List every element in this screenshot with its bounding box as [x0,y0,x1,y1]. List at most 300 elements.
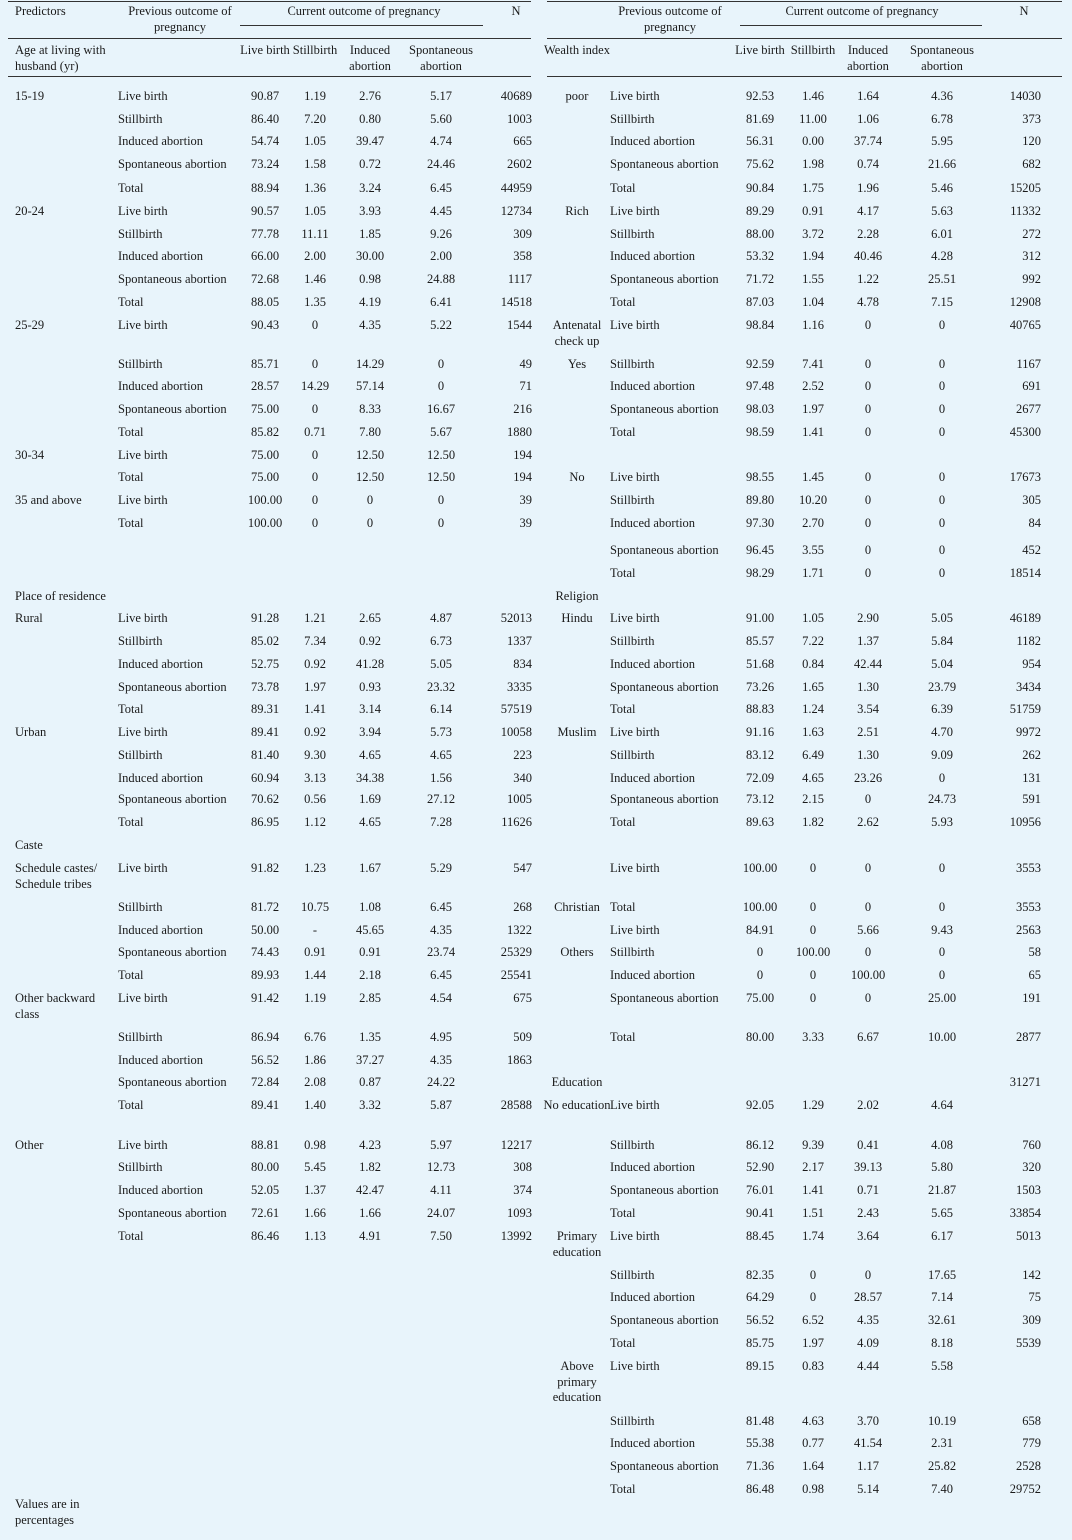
right-value-cell: 0 [864,1268,872,1282]
right-value-cell: 0 [864,379,872,393]
left-value-cell: 89.41 [250,1098,280,1112]
right-n-cell: 15205 [1009,181,1041,195]
right-value-cell: 0.41 [857,1138,879,1152]
left-value-cell: 24.88 [426,272,456,286]
right-n-cell: 14030 [1009,89,1041,103]
right-value-cell: 7.14 [931,1290,953,1304]
right-prev-outcome-cell: Spontaneous abortion [610,792,719,806]
left-value-cell: 7.28 [430,815,452,829]
left-value-cell: 5.17 [430,89,452,103]
right-value-cell: 0 [809,861,817,875]
right-value-cell: 1.64 [802,1459,824,1473]
right-value-cell: 5.05 [931,611,953,625]
right-value-cell: 10.19 [927,1414,957,1428]
right-value-cell: 0 [864,900,872,914]
right-value-cell: 88.45 [745,1229,775,1243]
right-value-cell: 0 [938,771,946,785]
left-n-cell: 1005 [507,792,532,806]
left-prev-outcome-cell: Stillbirth [118,900,163,914]
right-prev-outcome-cell: Induced abortion [610,1290,696,1304]
right-value-cell: 97.30 [745,516,775,530]
left-value-cell: 50.00 [250,923,280,937]
right-value-cell: 10.20 [798,493,828,507]
right-prev-outcome-cell: Induced abortion [610,771,696,785]
right-value-cell: 6.52 [802,1313,824,1327]
right-value-cell: 0 [938,402,946,416]
left-value-cell: 1.58 [304,157,326,171]
left-value-cell: 4.35 [359,318,381,332]
right-value-cell: 0 [864,991,872,1005]
left-value-cell: 2.18 [359,968,381,982]
right-value-cell: 0 [864,516,872,530]
left-n-cell: 40689 [500,89,532,103]
left-value-cell: 0 [437,357,445,371]
left-value-cell: 75.00 [250,402,280,416]
left-value-cell: 3.32 [359,1098,381,1112]
right-prev-outcome-cell: Total [610,181,636,195]
left-n-cell: 12734 [500,204,532,218]
left-value-cell: 12.50 [355,470,385,484]
right-prev-outcome-cell: Induced abortion [610,968,696,982]
left-group-cell: Schedule castes/ Schedule tribes [15,861,98,891]
left-n-cell: 39 [519,516,532,530]
left-value-cell: 1.13 [304,1229,326,1243]
left-n-cell: 194 [513,470,532,484]
right-value-cell: 2.90 [857,611,879,625]
left-value-cell: 85.82 [250,425,280,439]
right-group-cell: No education [543,1098,611,1112]
right-n-cell: 691 [1022,379,1041,393]
left-prev-outcome-cell: Stillbirth [118,357,163,371]
right-value-cell: 1.98 [802,157,824,171]
right-prev-outcome-cell: Stillbirth [610,227,655,241]
left-value-cell: 1.40 [304,1098,326,1112]
right-value-cell: 56.52 [745,1313,775,1327]
left-n-cell: 223 [513,748,532,762]
right-value-cell: 3.33 [802,1030,824,1044]
right-n-cell: 9972 [1016,725,1041,739]
left-prev-outcome-cell: Live birth [118,725,168,739]
right-prev-outcome-cell: Induced abortion [610,379,696,393]
left-value-cell: 0.98 [359,272,381,286]
left-prev-outcome-cell: Induced abortion [118,1053,204,1067]
right-value-cell: 1.65 [802,680,824,694]
right-value-cell: 0 [864,792,872,806]
right-value-cell: 88.83 [745,702,775,716]
left-value-cell: 41.28 [355,657,385,671]
right-value-cell: 64.29 [745,1290,775,1304]
right-value-cell: 10.00 [927,1030,957,1044]
left-value-cell: 12.50 [426,470,456,484]
right-value-cell: 72.09 [745,771,775,785]
right-value-cell: 73.12 [745,792,775,806]
left-value-cell: 10.75 [300,900,330,914]
right-prev-outcome-cell: Induced abortion [610,249,696,263]
right-value-cell: 0 [864,861,872,875]
left-n-cell: 1544 [507,318,532,332]
left-value-cell: 2.76 [359,89,381,103]
right-n-cell: 760 [1022,1138,1041,1152]
right-value-cell: 5.14 [857,1482,879,1496]
right-value-cell: 97.48 [745,379,775,393]
right-n-cell: 29752 [1009,1482,1041,1496]
left-value-cell: 24.22 [426,1075,456,1089]
right-value-cell: 0 [864,566,872,580]
left-prev-outcome-cell: Live birth [118,861,168,875]
right-value-cell: 0 [864,493,872,507]
left-n-cell: 1003 [507,112,532,126]
right-group-cell: No [569,470,585,484]
left-value-cell: 1.56 [430,771,452,785]
left-value-cell: 86.94 [250,1030,280,1044]
right-value-cell: 0.91 [802,204,824,218]
left-value-cell: 6.73 [430,634,452,648]
left-value-cell: 85.02 [250,634,280,648]
left-value-cell: 81.72 [250,900,280,914]
right-n-cell: 591 [1022,792,1041,806]
right-value-cell: 0 [756,945,764,959]
left-value-cell: 23.74 [426,945,456,959]
right-prev-outcome-cell: Live birth [610,611,660,625]
right-prev-outcome-cell: Stillbirth [610,748,655,762]
left-value-cell: 0.98 [304,1138,326,1152]
right-value-cell: 0 [938,470,946,484]
left-n-cell: 268 [513,900,532,914]
right-prev-outcome-cell: Stillbirth [610,945,655,959]
right-value-cell: 1.30 [857,748,879,762]
left-value-cell: 4.95 [430,1030,452,1044]
left-n-cell: 309 [513,227,532,241]
left-prev-outcome-cell: Spontaneous abortion [118,157,227,171]
right-value-cell: 4.09 [857,1336,879,1350]
right-value-cell: 0.84 [802,657,824,671]
right-value-cell: 1.63 [802,725,824,739]
left-col-header: Live birth [240,43,290,57]
left-value-cell: 7.20 [304,112,326,126]
left-value-cell: 27.12 [426,792,456,806]
right-n-cell: 658 [1022,1414,1041,1428]
left-value-cell: 4.65 [359,748,381,762]
right-value-cell: 5.93 [931,815,953,829]
right-value-cell: 4.36 [931,89,953,103]
right-prev-outcome-cell: Induced abortion [610,516,696,530]
left-value-cell: 60.94 [250,771,280,785]
right-value-cell: 89.29 [745,204,775,218]
left-value-cell: 2.00 [430,249,452,263]
right-value-cell: 1.04 [802,295,824,309]
right-value-cell: 25.51 [927,272,957,286]
left-value-cell: 52.75 [250,657,280,671]
right-prev-outcome-cell: Live birth [610,89,660,103]
right-value-cell: 1.51 [802,1206,824,1220]
right-prev-outcome-cell: Stillbirth [610,1138,655,1152]
left-value-cell: 0 [311,318,319,332]
left-value-cell: 90.87 [250,89,280,103]
right-value-cell: 7.41 [802,357,824,371]
right-value-cell: 88.00 [745,227,775,241]
right-n-header: N [1019,4,1029,18]
right-group-cell: Religion [555,589,599,603]
right-group-cell: Primary education [552,1229,602,1259]
right-value-cell: 2.70 [802,516,824,530]
left-value-cell: 1.12 [304,815,326,829]
right-value-cell: 5.63 [931,204,953,218]
right-prev-outcome-cell: Induced abortion [610,134,696,148]
right-value-cell: 0 [938,968,946,982]
left-prev-outcome-cell: Total [118,470,144,484]
right-value-cell: 83.12 [745,748,775,762]
left-value-cell: 8.33 [359,402,381,416]
left-value-cell: 7.80 [359,425,381,439]
right-value-cell: 5.46 [931,181,953,195]
right-value-cell: 8.18 [931,1336,953,1350]
left-value-cell: 1.46 [304,272,326,286]
left-value-cell: 0.92 [359,634,381,648]
left-value-cell: 6.45 [430,900,452,914]
left-n-cell: 28588 [500,1098,532,1112]
right-value-cell: 17.65 [927,1268,957,1282]
left-value-cell: 2.08 [304,1075,326,1089]
left-value-cell: 12.50 [426,448,456,462]
right-value-cell: 0 [809,1290,817,1304]
right-value-cell: 4.78 [857,295,879,309]
left-value-cell: 0 [311,516,319,530]
table-rule [740,25,982,26]
left-group-cell: Caste [15,838,43,852]
right-value-cell: 89.15 [745,1359,775,1373]
right-n-cell: 11332 [1010,204,1041,218]
left-value-cell: 0 [311,448,319,462]
left-n-cell: 509 [513,1030,532,1044]
left-value-cell: 5.87 [430,1098,452,1112]
left-value-cell: 1.85 [359,227,381,241]
left-value-cell: 0 [437,493,445,507]
right-col-header: Stillbirth [790,43,836,57]
right-value-cell: 81.48 [745,1414,775,1428]
left-value-cell: 72.68 [250,272,280,286]
left-value-cell: 3.93 [359,204,381,218]
right-col-header: Live birth [735,43,785,57]
right-n-cell: 1503 [1016,1183,1041,1197]
left-n-cell: 374 [513,1183,532,1197]
left-value-cell: 0 [366,516,374,530]
left-value-cell: 5.05 [430,657,452,671]
right-value-cell: 6.78 [931,112,953,126]
right-value-cell: 86.12 [745,1138,775,1152]
left-group-cell: 25-29 [15,318,45,332]
right-n-cell: 2677 [1016,402,1041,416]
right-value-cell: 1.24 [802,702,824,716]
left-n-cell: 10058 [500,725,532,739]
right-group-cell: Antenatal check up [552,318,602,348]
right-group-cell: Education [551,1075,603,1089]
left-value-cell: 88.05 [250,295,280,309]
right-value-cell: 9.43 [931,923,953,937]
right-value-cell: 0 [809,968,817,982]
right-value-cell: 100.00 [742,861,778,875]
right-value-cell: 25.00 [927,991,957,1005]
right-value-cell: 0 [864,357,872,371]
left-prev-outcome-cell: Live birth [118,991,168,1005]
right-n-cell: 3553 [1016,861,1041,875]
right-value-cell: 4.08 [931,1138,953,1152]
left-value-cell: 14.29 [300,379,330,393]
left-value-cell: 28.57 [250,379,280,393]
right-prev-outcome-cell: Live birth [610,725,660,739]
right-n-cell: 1182 [1016,634,1041,648]
right-value-cell: 1.94 [802,249,824,263]
right-value-cell: 4.28 [931,249,953,263]
right-value-cell: 0 [938,543,946,557]
right-n-cell: 33854 [1009,1206,1041,1220]
right-value-cell: 55.38 [745,1436,775,1450]
left-value-cell: 16.67 [426,402,456,416]
right-value-cell: 2.62 [857,815,879,829]
left-prev-outcome-cell: Stillbirth [118,1160,163,1174]
right-value-cell: 5.58 [931,1359,953,1373]
left-n-cell: 1093 [507,1206,532,1220]
left-value-cell: 4.23 [359,1138,381,1152]
right-prev-outcome-cell: Live birth [610,1098,660,1112]
left-group-cell: 35 and above [15,493,82,507]
right-prev-outcome-header: Previous outcome of pregnancy [618,4,722,34]
right-value-cell: 98.03 [745,402,775,416]
right-value-cell: 92.05 [745,1098,775,1112]
right-value-cell: 1.05 [802,611,824,625]
left-n-cell: 3335 [507,680,532,694]
right-value-cell: 90.84 [745,181,775,195]
left-value-cell: 85.71 [250,357,280,371]
right-value-cell: 86.48 [745,1482,775,1496]
right-value-cell: 3.54 [857,702,879,716]
left-group-cell: 20-24 [15,204,45,218]
left-value-cell: 1.35 [359,1030,381,1044]
right-value-cell: 5.84 [931,634,953,648]
left-value-cell: 91.28 [250,611,280,625]
right-value-cell: 1.97 [802,402,824,416]
right-n-cell: 312 [1022,249,1041,263]
left-prev-outcome-cell: Stillbirth [118,634,163,648]
right-value-cell: 0 [938,861,946,875]
left-n-cell: 308 [513,1160,532,1174]
left-value-cell: 5.73 [430,725,452,739]
right-n-cell: 954 [1022,657,1041,671]
right-value-cell: 40.46 [853,249,883,263]
right-n-cell: 305 [1022,493,1041,507]
left-n-cell: 2602 [507,157,532,171]
right-value-cell: 1.29 [802,1098,824,1112]
right-value-cell: 7.40 [931,1482,953,1496]
right-current-outcome-header: Current outcome of pregnancy [785,4,939,18]
right-value-cell: 98.59 [745,425,775,439]
right-n-cell: 2877 [1016,1030,1041,1044]
left-value-cell: 70.62 [250,792,280,806]
left-value-cell: 72.61 [250,1206,280,1220]
left-prev-outcome-cell: Spontaneous abortion [118,1075,227,1089]
right-value-cell: 32.61 [927,1313,957,1327]
right-n-cell: 452 [1022,543,1041,557]
left-value-cell: 4.74 [430,134,452,148]
right-value-cell: 85.75 [745,1336,775,1350]
right-n-cell: 142 [1022,1268,1041,1282]
left-n-cell: 665 [513,134,532,148]
right-group-cell: Hindu [561,611,593,625]
right-value-cell: 2.17 [802,1160,824,1174]
left-value-cell: 1.97 [304,680,326,694]
left-n-cell: 25329 [500,945,532,959]
left-value-cell: 0 [311,470,319,484]
right-prev-outcome-cell: Total [610,425,636,439]
right-prev-outcome-cell: Induced abortion [610,657,696,671]
right-value-cell: 87.03 [745,295,775,309]
right-value-cell: 0 [938,379,946,393]
right-value-cell: 6.39 [931,702,953,716]
left-value-cell: 23.32 [426,680,456,694]
left-value-cell: 7.50 [430,1229,452,1243]
left-value-cell: 6.45 [430,968,452,982]
left-value-cell: 0.92 [304,657,326,671]
right-n-cell: 1167 [1016,357,1041,371]
right-prev-outcome-cell: Total [610,1482,636,1496]
left-n-cell: 14518 [500,295,532,309]
left-n-cell: 1863 [507,1053,532,1067]
left-col-header: Stillbirth [292,43,338,57]
left-prev-outcome-cell: Total [118,1229,144,1243]
right-value-cell: 4.65 [802,771,824,785]
right-value-cell: 91.16 [745,725,775,739]
right-value-cell: 3.55 [802,543,824,557]
right-value-cell: 4.17 [857,204,879,218]
right-value-cell: 0 [809,1268,817,1282]
left-value-cell: 1.23 [304,861,326,875]
left-value-cell: 88.94 [250,181,280,195]
left-value-cell: 4.11 [430,1183,452,1197]
left-value-cell: 1.05 [304,204,326,218]
right-group-cell: Others [560,945,594,959]
right-prev-outcome-cell: Total [610,295,636,309]
left-value-cell: 91.42 [250,991,280,1005]
right-prev-outcome-cell: Live birth [610,318,660,332]
left-value-cell: 1.44 [304,968,326,982]
left-value-cell: 1.69 [359,792,381,806]
right-value-cell: 0 [938,493,946,507]
left-value-cell: 88.81 [250,1138,280,1152]
left-value-cell: 100.00 [247,516,283,530]
left-n-cell: 1880 [507,425,532,439]
left-value-cell: 2.65 [359,611,381,625]
left-value-cell: 3.13 [304,771,326,785]
left-value-cell: 6.45 [430,181,452,195]
right-prev-outcome-cell: Induced abortion [610,1160,696,1174]
right-value-cell: 100.00 [795,945,831,959]
left-n-cell: 547 [513,861,532,875]
left-value-cell: 90.43 [250,318,280,332]
right-value-cell: 0 [938,945,946,959]
right-n-cell: 31271 [1009,1075,1041,1089]
left-value-cell: 0.91 [304,945,326,959]
right-value-cell: 24.73 [927,792,957,806]
left-group-cell: 15-19 [15,89,45,103]
left-prev-outcome-header: Previous outcome of pregnancy [128,4,232,34]
left-value-cell: 81.40 [250,748,280,762]
right-value-cell: 5.04 [931,657,953,671]
right-prev-outcome-cell: Total [610,1206,636,1220]
left-value-cell: 100.00 [247,493,283,507]
right-group-cell: Muslim [557,725,597,739]
left-value-cell: 0 [311,493,319,507]
right-value-cell: 2.52 [802,379,824,393]
right-n-cell: 272 [1022,227,1041,241]
